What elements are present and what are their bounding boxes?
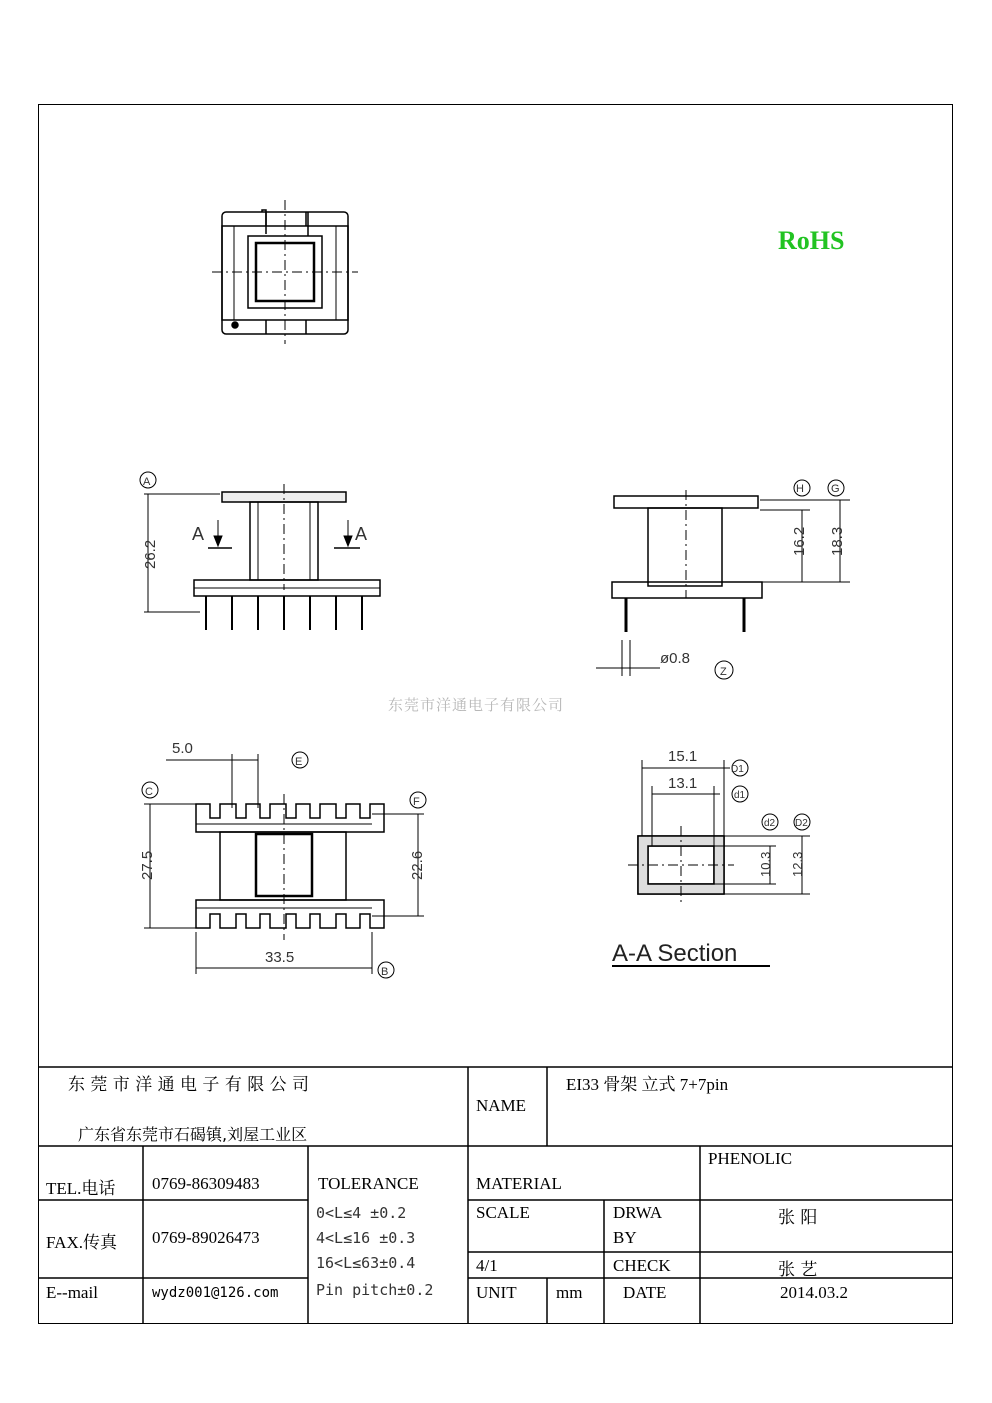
company-name: 东 莞 市 洋 通 电 子 有 限 公 司 <box>68 1075 310 1095</box>
rohs-mark: RoHS <box>778 226 845 255</box>
check-label: CHECK <box>613 1256 671 1275</box>
material-value: PHENOLIC <box>708 1149 793 1168</box>
tel-value: 0769-86309483 <box>152 1174 260 1193</box>
datum-a: A <box>143 476 151 488</box>
tolerance-line-2: 4<L≤16 ±0.3 <box>316 1229 416 1247</box>
drawn-by-value: 张 阳 <box>778 1208 818 1228</box>
tolerance-line-1: 0<L≤4 ±0.2 <box>316 1204 407 1222</box>
top-view <box>212 200 358 344</box>
datum-z: Z <box>720 666 727 678</box>
dim-12-3: 12.3 <box>790 851 805 877</box>
material-label: MATERIAL <box>476 1174 562 1193</box>
tel-label: TEL.电话 <box>46 1179 116 1198</box>
section-mark-right: A <box>355 524 368 544</box>
dim-15-1: 15.1 <box>668 748 698 765</box>
dim-13-1: 13.1 <box>668 775 698 792</box>
scale-value: 4/1 <box>476 1256 498 1275</box>
section-view <box>612 760 810 966</box>
dim-16-2: 16.2 <box>791 526 808 556</box>
name-label: NAME <box>476 1096 527 1115</box>
name-value: EI33 骨架 立式 7+7pin <box>566 1075 729 1094</box>
unit-label: UNIT <box>476 1283 517 1302</box>
title-block <box>38 1066 953 1324</box>
watermark: 东莞市洋通电子有限公司 <box>388 696 565 714</box>
company-address: 广东省东莞市石碣镇,刘屋工业区 <box>78 1125 308 1144</box>
tolerance-label: TOLERANCE <box>318 1174 419 1193</box>
drawn-by-label-1: DRWA <box>613 1203 663 1222</box>
date-value: 2014.03.2 <box>780 1283 848 1302</box>
unit-value: mm <box>556 1283 583 1302</box>
dim-26-2: 26.2 <box>142 539 159 569</box>
section-title: A-A Section <box>612 940 738 967</box>
drawn-by-label-2: BY <box>613 1228 637 1247</box>
datum-f: F <box>413 796 420 808</box>
datum-d2-upper: D2 <box>795 818 808 829</box>
section-mark-left: A <box>192 524 205 544</box>
email-value: wydz001@126.com <box>152 1285 279 1301</box>
front-view <box>140 472 380 630</box>
date-label: DATE <box>623 1283 667 1302</box>
datum-d1-upper: D1 <box>731 764 744 775</box>
tolerance-line-3: 16<L≤63±0.4 <box>316 1254 416 1272</box>
dim-pin-diameter: ø0.8 <box>660 650 691 667</box>
datum-c: C <box>145 786 153 798</box>
datum-e: E <box>295 756 303 768</box>
dimension-labels <box>139 476 846 978</box>
dim-27-5: 27.5 <box>139 850 156 880</box>
dim-18-3: 18.3 <box>829 526 846 556</box>
dim-22-6: 22.6 <box>409 850 426 880</box>
check-value: 张 艺 <box>778 1260 818 1280</box>
scale-label: SCALE <box>476 1203 530 1222</box>
side-view <box>596 480 850 679</box>
datum-b: B <box>381 966 389 978</box>
bottom-view <box>142 752 426 978</box>
dim-33-5: 33.5 <box>265 949 295 966</box>
datum-h: H <box>796 483 804 495</box>
dim-10-3: 10.3 <box>758 851 773 877</box>
dim-5-0: 5.0 <box>172 740 193 757</box>
datum-d2-lower: d2 <box>764 818 776 829</box>
tolerance-line-4: Pin pitch±0.2 <box>316 1281 434 1299</box>
fax-value: 0769-89026473 <box>152 1228 260 1247</box>
fax-label: FAX.传真 <box>46 1233 117 1252</box>
datum-d1-lower: d1 <box>734 790 746 801</box>
datum-g: G <box>831 483 840 495</box>
email-label: E--mail <box>46 1283 98 1302</box>
